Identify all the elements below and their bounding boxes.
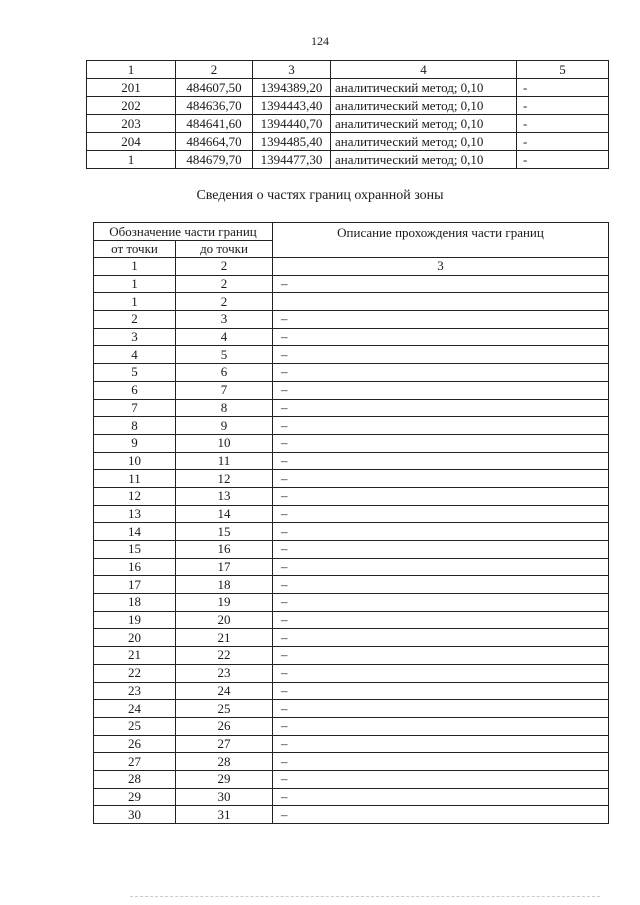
- column-number-4: 4: [331, 61, 517, 79]
- description: –: [273, 470, 609, 488]
- to-point: 10: [176, 434, 273, 452]
- table-row: [87, 133, 609, 151]
- from-point: 30: [94, 806, 176, 824]
- description: –: [273, 770, 609, 788]
- from-point: 10: [94, 452, 176, 470]
- table-row: [94, 735, 609, 753]
- page-number: 124: [311, 34, 329, 48]
- to-point: 11: [176, 452, 273, 470]
- from-point: 9: [94, 434, 176, 452]
- to-point: 24: [176, 682, 273, 700]
- cropped-text-fragment: [130, 896, 600, 900]
- table-row: [94, 576, 609, 594]
- from-point: 20: [94, 629, 176, 647]
- column-number-1: 1: [87, 61, 176, 79]
- from-point: 25: [94, 717, 176, 735]
- boundary-parts-table: [93, 222, 609, 824]
- from-point: 8: [94, 417, 176, 435]
- coordinates-table: [86, 60, 609, 169]
- table-row: [94, 594, 609, 612]
- to-point: 14: [176, 505, 273, 523]
- header-to-point: до точки: [176, 241, 273, 258]
- description: –: [273, 434, 609, 452]
- description: –: [273, 629, 609, 647]
- description: –: [273, 682, 609, 700]
- table-row: [94, 682, 609, 700]
- table-row: [94, 434, 609, 452]
- from-point: 16: [94, 558, 176, 576]
- from-point: 17: [94, 576, 176, 594]
- table-row: [94, 629, 609, 647]
- description: –: [273, 452, 609, 470]
- table-row: [94, 523, 609, 541]
- point-number: 1: [87, 151, 176, 169]
- point-number: 204: [87, 133, 176, 151]
- to-point: 25: [176, 700, 273, 718]
- to-point: 15: [176, 523, 273, 541]
- to-point: 4: [176, 328, 273, 346]
- from-point: 13: [94, 505, 176, 523]
- description: –: [273, 664, 609, 682]
- header-description: Описание прохождения части границ: [273, 223, 609, 258]
- table-row: [94, 275, 609, 293]
- description: –: [273, 417, 609, 435]
- from-point: 15: [94, 541, 176, 559]
- to-point: 29: [176, 770, 273, 788]
- column-numbers-row: [94, 258, 609, 276]
- column-number-2: 2: [176, 258, 273, 276]
- method-accuracy: аналитический метод; 0,10: [331, 115, 517, 133]
- from-point: 28: [94, 770, 176, 788]
- from-point: 26: [94, 735, 176, 753]
- table-row: [94, 293, 609, 311]
- description: –: [273, 346, 609, 364]
- from-point: 22: [94, 664, 176, 682]
- table-row: [94, 717, 609, 735]
- to-point: 28: [176, 753, 273, 771]
- to-point: 2: [176, 275, 273, 293]
- from-point: 7: [94, 399, 176, 417]
- table-row: [94, 452, 609, 470]
- description: –: [273, 700, 609, 718]
- to-point: 22: [176, 647, 273, 665]
- from-point: 21: [94, 647, 176, 665]
- to-point: 26: [176, 717, 273, 735]
- table-row: [87, 151, 609, 169]
- comment: -: [517, 115, 609, 133]
- method-accuracy: аналитический метод; 0,10: [331, 151, 517, 169]
- table-row: [94, 541, 609, 559]
- point-number: 202: [87, 97, 176, 115]
- table-row: [94, 611, 609, 629]
- table-row: [87, 79, 609, 97]
- to-point: 19: [176, 594, 273, 612]
- y-coordinate: 1394389,20: [253, 79, 331, 97]
- description: –: [273, 788, 609, 806]
- from-point: 12: [94, 487, 176, 505]
- description: –: [273, 311, 609, 329]
- table-row: [94, 381, 609, 399]
- from-point: 5: [94, 364, 176, 382]
- to-point: 16: [176, 541, 273, 559]
- from-point: 27: [94, 753, 176, 771]
- description: –: [273, 275, 609, 293]
- method-accuracy: аналитический метод; 0,10: [331, 79, 517, 97]
- description: [273, 293, 609, 311]
- description: –: [273, 381, 609, 399]
- point-number: 203: [87, 115, 176, 133]
- from-point: 6: [94, 381, 176, 399]
- table-row: [94, 664, 609, 682]
- from-point: 24: [94, 700, 176, 718]
- description: –: [273, 523, 609, 541]
- description: –: [273, 541, 609, 559]
- column-number-1: 1: [94, 258, 176, 276]
- column-number-3: 3: [253, 61, 331, 79]
- from-point: 29: [94, 788, 176, 806]
- to-point: 13: [176, 487, 273, 505]
- to-point: 20: [176, 611, 273, 629]
- table-row: [94, 487, 609, 505]
- column-number-3: 3: [273, 258, 609, 276]
- header-boundary-part-designation: Обозначение части границ: [94, 223, 273, 241]
- comment: -: [517, 151, 609, 169]
- y-coordinate: 1394440,70: [253, 115, 331, 133]
- y-coordinate: 1394443,40: [253, 97, 331, 115]
- description: –: [273, 647, 609, 665]
- description: –: [273, 611, 609, 629]
- description: –: [273, 594, 609, 612]
- description: –: [273, 364, 609, 382]
- to-point: 5: [176, 346, 273, 364]
- from-point: 23: [94, 682, 176, 700]
- to-point: 8: [176, 399, 273, 417]
- table-row: [94, 788, 609, 806]
- table-row: [94, 753, 609, 771]
- description: –: [273, 487, 609, 505]
- coordinates-header-row: [87, 61, 609, 79]
- comment: -: [517, 79, 609, 97]
- x-coordinate: 484664,70: [176, 133, 253, 151]
- table-row: [94, 417, 609, 435]
- table-row: [94, 364, 609, 382]
- table-row: [94, 346, 609, 364]
- to-point: 9: [176, 417, 273, 435]
- to-point: 17: [176, 558, 273, 576]
- from-point: 19: [94, 611, 176, 629]
- description: –: [273, 806, 609, 824]
- y-coordinate: 1394477,30: [253, 151, 331, 169]
- to-point: 21: [176, 629, 273, 647]
- description: –: [273, 576, 609, 594]
- table-row: [94, 399, 609, 417]
- from-point: 14: [94, 523, 176, 541]
- column-number-2: 2: [176, 61, 253, 79]
- from-point: 1: [94, 275, 176, 293]
- column-number-5: 5: [517, 61, 609, 79]
- table-row: [94, 470, 609, 488]
- from-point: 2: [94, 311, 176, 329]
- description: –: [273, 399, 609, 417]
- table-row: [94, 647, 609, 665]
- to-point: 23: [176, 664, 273, 682]
- description: –: [273, 558, 609, 576]
- x-coordinate: 484607,50: [176, 79, 253, 97]
- to-point: 7: [176, 381, 273, 399]
- from-point: 1: [94, 293, 176, 311]
- point-number: 201: [87, 79, 176, 97]
- description: –: [273, 735, 609, 753]
- description: –: [273, 328, 609, 346]
- y-coordinate: 1394485,40: [253, 133, 331, 151]
- from-point: 11: [94, 470, 176, 488]
- method-accuracy: аналитический метод; 0,10: [331, 97, 517, 115]
- section-title: Сведения о частях границ охранной зоны: [196, 188, 444, 203]
- method-accuracy: аналитический метод; 0,10: [331, 133, 517, 151]
- x-coordinate: 484641,60: [176, 115, 253, 133]
- header-from-point: от точки: [94, 241, 176, 258]
- table-row: [87, 97, 609, 115]
- to-point: 31: [176, 806, 273, 824]
- to-point: 30: [176, 788, 273, 806]
- to-point: 6: [176, 364, 273, 382]
- description: –: [273, 717, 609, 735]
- to-point: 2: [176, 293, 273, 311]
- table-row: [94, 558, 609, 576]
- table-row: [87, 115, 609, 133]
- table-row: [94, 806, 609, 824]
- table-row: [94, 700, 609, 718]
- x-coordinate: 484679,70: [176, 151, 253, 169]
- description: –: [273, 505, 609, 523]
- table-row: [94, 505, 609, 523]
- comment: -: [517, 97, 609, 115]
- x-coordinate: 484636,70: [176, 97, 253, 115]
- table-row: [94, 328, 609, 346]
- table-row: [94, 311, 609, 329]
- from-point: 4: [94, 346, 176, 364]
- to-point: 27: [176, 735, 273, 753]
- from-point: 3: [94, 328, 176, 346]
- comment: -: [517, 133, 609, 151]
- description: –: [273, 753, 609, 771]
- to-point: 12: [176, 470, 273, 488]
- to-point: 3: [176, 311, 273, 329]
- from-point: 18: [94, 594, 176, 612]
- table-row: [94, 770, 609, 788]
- to-point: 18: [176, 576, 273, 594]
